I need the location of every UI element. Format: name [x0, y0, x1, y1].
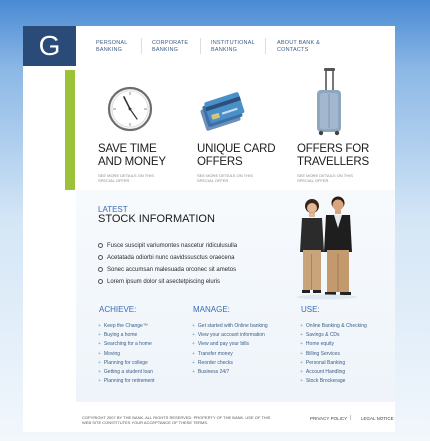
accent-bar [65, 70, 75, 190]
manage-link[interactable]: + Business 24/7 [192, 368, 268, 377]
bullet-icon [98, 243, 103, 248]
stock-list-item[interactable]: Sonec accumsan malesuada orconec sit ametos [98, 267, 236, 274]
use-link[interactable]: + Personal Banking [300, 359, 367, 368]
nav-corporate-banking[interactable]: CORPORATE BANKING [152, 40, 189, 53]
manage-link[interactable]: + View your account information [192, 331, 268, 340]
nav-institutional-banking[interactable]: INSTITUTIONAL BANKING [211, 40, 255, 53]
manage-link[interactable]: + Transfer money [192, 350, 268, 359]
nav-personal-banking[interactable]: PERSONAL BANKING [96, 40, 128, 53]
nav-divider [200, 38, 201, 54]
use-link[interactable]: + Stock Brockerage [300, 377, 367, 386]
footer-separator: | [350, 415, 352, 421]
manage-link[interactable]: + Reorder checks [192, 359, 268, 368]
footer-legal-link[interactable]: LEGAL NOTICE [361, 416, 394, 421]
manage-heading: MANAGE: [193, 305, 230, 314]
offer-title-travellers[interactable]: OFFERS FOR TRAVELLERS [297, 143, 370, 168]
stock-list-item[interactable]: Lorem ipsum dolor sit asectetpiscing eluris [98, 279, 220, 286]
offer-subtitle[interactable]: SEE MORE DETAILS ON THIS SPECIAL OFFER [197, 173, 253, 183]
offer-title-unique-card[interactable]: UNIQUE CARD OFFERS [197, 143, 276, 168]
achieve-link[interactable]: + Buying a home [98, 331, 155, 340]
achieve-link[interactable]: + Moving [98, 350, 155, 359]
credit-cards-icon [198, 91, 250, 135]
clock-icon [107, 86, 153, 132]
use-link[interactable]: + Online Banking & Checking [300, 322, 367, 331]
offer-subtitle[interactable]: SEE MORE DETAILS ON THIS SPECIAL OFFER [98, 173, 154, 183]
achieve-link[interactable]: + Searching for a home [98, 340, 155, 349]
offer-title-save-time[interactable]: SAVE TIME AND MONEY [98, 143, 166, 168]
logo[interactable] [23, 26, 76, 66]
manage-link[interactable]: + Get started with Online banking [192, 322, 268, 331]
suitcase-icon [314, 66, 344, 138]
achieve-link[interactable]: + Planning for college [98, 359, 155, 368]
nav-divider [141, 38, 142, 54]
offer-subtitle[interactable]: SEE MORE DETAILS ON THIS SPECIAL OFFER [297, 173, 353, 183]
use-link[interactable]: + Home equity [300, 340, 367, 349]
logo-letter: G [38, 30, 61, 61]
footer-privacy-link[interactable]: PRIVACY POLICY [310, 416, 348, 421]
use-link[interactable]: + Account Handling [300, 368, 367, 377]
business-people-image [294, 194, 360, 300]
stock-title: STOCK INFORMATION [98, 213, 215, 225]
achieve-link[interactable]: + Planning for retirement [98, 377, 155, 386]
manage-link[interactable]: + View and pay your bills [192, 340, 268, 349]
achieve-heading: ACHIEVE: [99, 305, 137, 314]
stock-list-item[interactable]: Acetatada odiorbi nunc oavidssusctus oraecena [98, 255, 234, 262]
manage-list [192, 322, 268, 377]
top-navigation [76, 26, 395, 66]
use-link[interactable]: + Savings & CDs [300, 331, 367, 340]
use-heading: USE: [301, 305, 320, 314]
use-list [300, 322, 367, 386]
bullet-icon [98, 267, 103, 272]
bullet-icon [98, 255, 103, 260]
offers-section [76, 66, 395, 190]
use-link[interactable]: + Billing Services [300, 350, 367, 359]
achieve-link[interactable]: + Keep the Change™ [98, 322, 155, 331]
nav-about-bank[interactable]: ABOUT BANK & CONTACTS [277, 40, 320, 53]
achieve-list [98, 322, 155, 386]
bullet-icon [98, 279, 103, 284]
achieve-link[interactable]: + Getting a student loan [98, 368, 155, 377]
footer-copyright: COPYRIGHT 2007 BY THE BANK. ALL RIGHTS RESERVED. PROPERTY OF THE BANK. USE OF THIS WEB SITE CONSTITUTES YOUR ACCEPTANCE OF THESE TERMS. [82, 415, 271, 425]
nav-divider [265, 38, 266, 54]
stock-list-item[interactable]: Fusce suscipit variumontes nascetur ridiculusulla [98, 243, 237, 250]
stock-latest-label: LATEST [98, 205, 128, 214]
